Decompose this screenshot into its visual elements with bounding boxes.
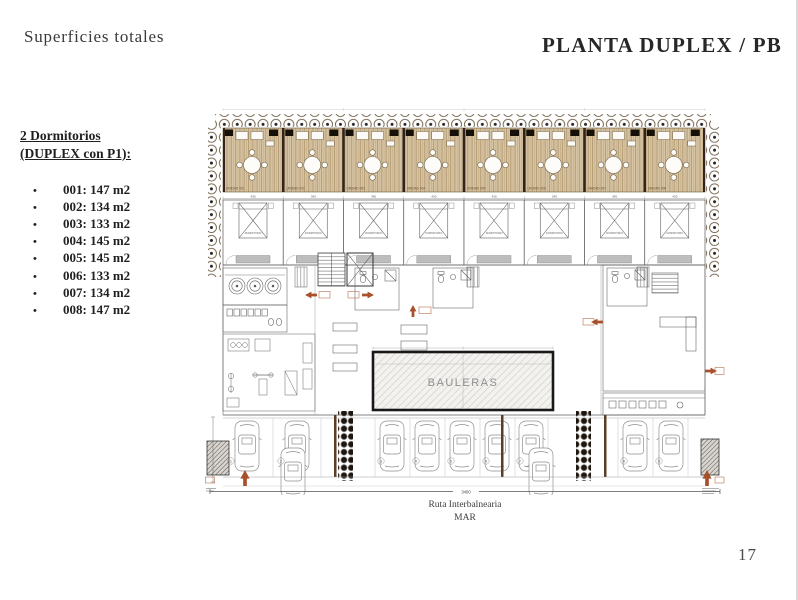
list-item bbox=[20, 216, 200, 233]
locker-room bbox=[223, 305, 287, 332]
page-title: Superficies totales bbox=[24, 27, 165, 46]
unit-area: 003: 133 m2 bbox=[63, 216, 131, 232]
access-arrow-icon bbox=[362, 292, 374, 299]
bedroom-label: DORMITORIO bbox=[606, 232, 624, 235]
parking-spot-number: 9 bbox=[658, 459, 660, 464]
list-item bbox=[20, 268, 200, 285]
bedroom-label: DORMITORIO bbox=[425, 232, 443, 235]
bedroom-label: DORMITORIO bbox=[666, 232, 684, 235]
unit-label: UNIDAD 004 bbox=[406, 186, 426, 191]
dimension-line bbox=[373, 347, 553, 350]
plan-title: PLANTA DUPLEX / PB bbox=[542, 33, 782, 57]
page-number: 17 bbox=[738, 545, 757, 564]
bullet-icon: • bbox=[33, 287, 37, 300]
bullet-icon: • bbox=[33, 219, 37, 232]
unit-label: UNIDAD 006 bbox=[527, 186, 546, 191]
car bbox=[448, 421, 477, 471]
car bbox=[279, 448, 308, 495]
bullet-icon: • bbox=[33, 253, 37, 266]
floor-plan-drawing bbox=[205, 105, 725, 495]
car bbox=[527, 448, 556, 495]
unit-summary bbox=[20, 127, 200, 319]
dimension-label: 345 bbox=[371, 194, 377, 199]
unit-area: 007: 134 m2 bbox=[63, 284, 131, 300]
parking-spot-number: 2 bbox=[280, 459, 282, 464]
parking-spot-number: 7 bbox=[519, 459, 521, 464]
bedroom-label: DORMITORIO bbox=[545, 232, 563, 235]
exterior-stairs bbox=[207, 441, 229, 475]
list-item bbox=[20, 285, 200, 302]
parking-spot-number: 1 bbox=[230, 459, 232, 464]
dimension-label: 430 bbox=[491, 194, 497, 199]
bullet-icon: • bbox=[33, 201, 37, 214]
list-item bbox=[20, 199, 200, 216]
car bbox=[621, 421, 650, 471]
dimension-label: 345 bbox=[612, 194, 618, 199]
dimension-lines-top bbox=[223, 108, 705, 111]
unit-area: 001: 147 m2 bbox=[63, 181, 131, 197]
bullet-icon: • bbox=[33, 305, 37, 318]
parking-spot-number: 4 bbox=[415, 459, 417, 464]
car bbox=[483, 421, 512, 471]
list-item bbox=[20, 233, 200, 250]
parking-spot-number: 8 bbox=[623, 459, 625, 464]
dimension-label: 430 bbox=[672, 194, 678, 199]
parking-spot-number: 6 bbox=[485, 459, 487, 464]
bedroom-label: DORMITORIO bbox=[365, 232, 383, 235]
street-label: Ruta Interbalnearia bbox=[428, 500, 502, 510]
list-item bbox=[20, 250, 200, 267]
sea-label: MAR bbox=[454, 512, 476, 523]
bedroom-label: DORMITORIO bbox=[304, 232, 322, 235]
unit-area: 006: 133 m2 bbox=[63, 267, 131, 283]
summary-heading-line1: 2 Dormitorios bbox=[20, 128, 101, 143]
hedge bbox=[338, 411, 353, 481]
bullet-icon: • bbox=[33, 184, 37, 197]
bauleras-room bbox=[373, 352, 553, 410]
access-arrow-icon bbox=[410, 305, 417, 317]
dimension-label: 345 bbox=[310, 194, 316, 199]
deck-terraces bbox=[223, 128, 705, 192]
parking-spot-number: 5 bbox=[450, 459, 452, 464]
bedroom-label: DORMITORIO bbox=[485, 232, 503, 235]
dimension-label: 345 bbox=[551, 194, 557, 199]
unit-label: UNIDAD 007 bbox=[587, 186, 606, 191]
dimension-label: 430 bbox=[431, 194, 437, 199]
exterior-stairs bbox=[701, 439, 719, 475]
laundry-room bbox=[223, 268, 287, 305]
bauleras-label: BAULERAS bbox=[427, 377, 499, 389]
total-dimension-label: 3400 bbox=[461, 489, 471, 495]
unit-area: 008: 147 m2 bbox=[63, 302, 131, 318]
unit-stair bbox=[295, 267, 307, 287]
unit-label: UNIDAD 008 bbox=[647, 186, 667, 191]
car bbox=[413, 421, 442, 471]
summary-list bbox=[20, 182, 200, 320]
unit-label: UNIDAD 002 bbox=[286, 186, 305, 191]
kitchen-counter bbox=[603, 393, 705, 415]
unit-width-dimensions bbox=[223, 194, 705, 200]
access-arrow-icon bbox=[240, 470, 249, 486]
parking-spot-number: 3 bbox=[380, 459, 382, 464]
floor-plan bbox=[205, 105, 725, 495]
list-item bbox=[20, 302, 200, 319]
car bbox=[378, 421, 407, 471]
bedroom-row bbox=[223, 200, 705, 265]
unit-label: UNIDAD 001 bbox=[226, 186, 245, 191]
bullet-icon: • bbox=[33, 270, 37, 283]
dimension-label: 430 bbox=[250, 194, 256, 199]
bullet-icon: • bbox=[33, 236, 37, 249]
hedge bbox=[576, 411, 591, 481]
bedroom-label: DORMITORIO bbox=[244, 232, 262, 235]
right-apartment bbox=[603, 265, 705, 415]
gym-room bbox=[223, 334, 315, 411]
unit-area: 002: 134 m2 bbox=[63, 198, 131, 214]
bathroom-cluster bbox=[355, 268, 399, 310]
unit-area: 004: 145 m2 bbox=[63, 233, 131, 249]
parking-row bbox=[207, 411, 719, 495]
unit-area: 005: 145 m2 bbox=[63, 250, 131, 266]
unit-label: UNIDAD 005 bbox=[467, 186, 486, 191]
summary-heading-line2: (DUPLEX con P1): bbox=[20, 145, 131, 161]
car bbox=[233, 421, 262, 471]
site-caption bbox=[205, 499, 725, 525]
unit-label: UNIDAD 003 bbox=[346, 186, 365, 191]
list-item bbox=[20, 182, 200, 199]
